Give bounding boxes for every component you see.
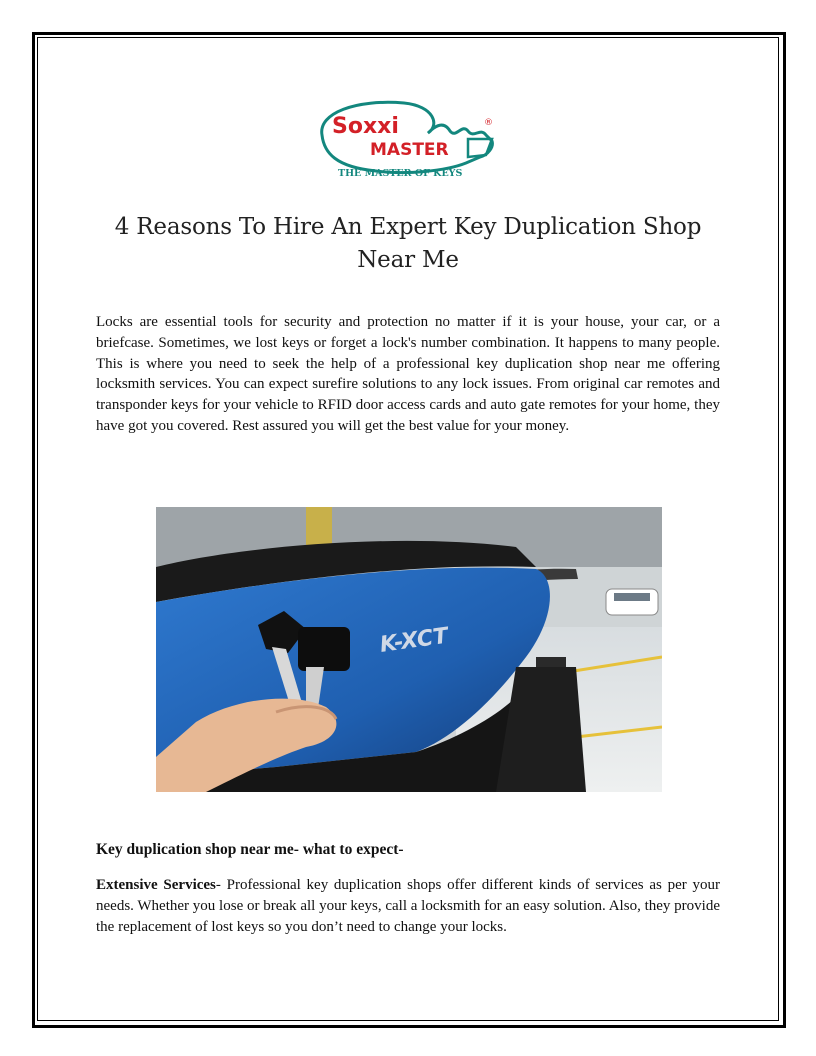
services-paragraph: [96, 875, 720, 937]
services-label: Extensive Services: [96, 877, 216, 893]
soxxi-master-logo: [316, 95, 502, 179]
logo-line2: MASTER: [370, 140, 449, 160]
logo-registered: ®: [484, 118, 493, 128]
section-heading-expect: Key duplication shop near me- what to expect-: [96, 841, 404, 858]
logo-line1: Soxxi: [332, 114, 399, 139]
services-text: - Professional key duplication shops offer different kinds of services as per your needs. Whether you lose or break all your keys, call a locksmith for an easy solution. Also, they provide the replacement of lost keys so you don’t need to change your locks.: [96, 877, 720, 935]
scooter-badge-text: K-XCT: [378, 623, 450, 658]
page-title: 4 Reasons To Hire An Expert Key Duplication Shop Near Me: [114, 214, 702, 274]
scooter-keys-photo: [156, 507, 662, 792]
logo-tagline: THE MASTER OF KEYS: [338, 168, 463, 179]
intro-paragraph: Locks are essential tools for security and protection no matter if it is your house, your car, or a briefcase. Sometimes, we lost keys or forget a lock's number combination. It happens to many people. This is where you need to seek the help of a professional key duplication shop near me offering locksmith services. You can expect surefire solutions to any lock issues. From original car remotes and transponder keys for your vehicle to RFID door access cards and auto gate remotes for your home, they have got you covered. Rest assured you will get the best value for your money.: [96, 314, 720, 434]
